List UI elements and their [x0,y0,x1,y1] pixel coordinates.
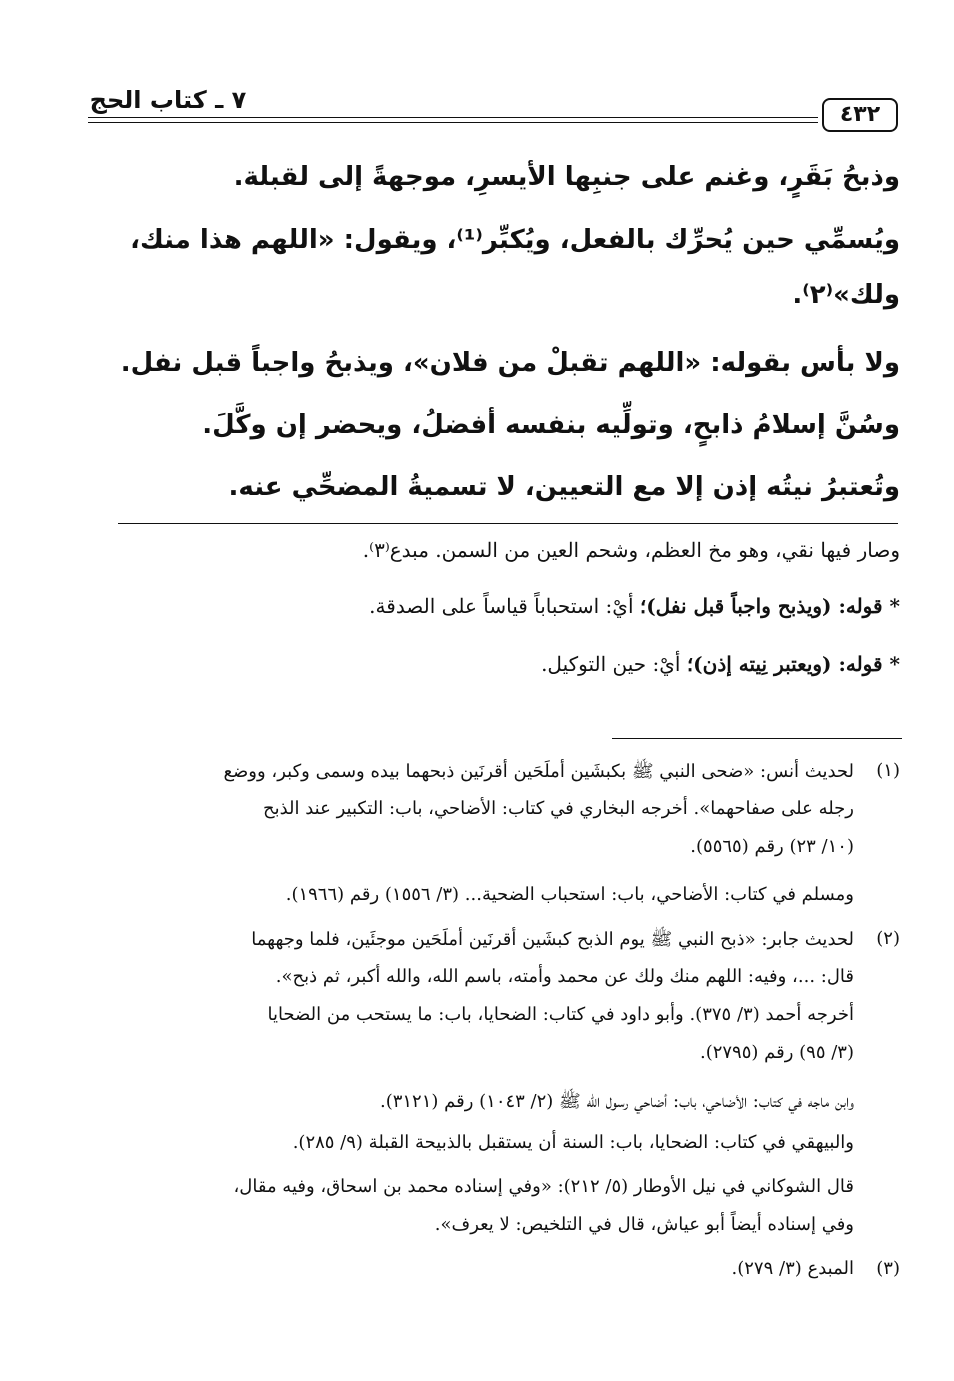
commentary-line: وصار فيها نقي، وهو مخ العظم، وشحم العين من السمن. مبدع⁽٣⁾. [362,538,900,562]
footnote-line: وابن ماجه في كتاب: الأضاحي، باب: أضاحي رسول الله ﷺ (٢/ ١٠٤٣) رقم (٣١٢١). [379,1091,854,1112]
footnote-line: وفي إسناده أيضاً أبو عياش، قال في التلخيص: لا يعرف». [434,1214,854,1235]
footnote-line: المبدع (٣/ ٢٧٩). [731,1258,854,1279]
header-rule [88,122,818,123]
main-line: ولا بأس بقوله: «اللهم تقبلْ من فلان»، ويذبحُ واجباً قبل نفل. [120,348,900,378]
commentary-item-label: * قوله: (ويذبح واجباً قبل نفل)؛ [639,594,900,618]
commentary-item-label: * قوله: (ويعتبر نِيته إذن)؛ [686,652,900,676]
footnote-line: لحديث أنس: «ضحى النبي ﷺ بكبشَين أملَحَين أقرنَين ذبحهما بيده وسمى وكبر، ووضع [223,761,854,782]
text-divider [118,523,898,524]
main-line: وذبحُ بَقَرٍ، وغنم على جنبِها الأيسرِ، موجهةً إلى لقبلة. [233,162,900,192]
commentary-item-text: أيْ: حين التوكيل. [541,652,681,676]
main-line: وتُعتبرُ نيتُه إذن إلا مع التعيين، لا تسميةُ المضحِّي عنه. [228,472,900,502]
footnote-line: (١٠/ ٢٣) رقم (٥٥٦٥). [690,836,854,857]
commentary-item-text: أيْ: استحباباً قياساً على الصدقة. [369,594,634,618]
page-number: ٤٣٢ [822,98,898,132]
footnote-line: أخرجه أحمد (٣/ ٣٧٥). وأبو داود في كتاب: الضحايا، باب: ما يستحب من الضحايا [267,1004,854,1025]
footnote-line: رجله على صفاحهما». أخرجه البخاري في كتاب: الأضاحي، باب: التكبير عند الذبح [262,798,854,819]
main-line: وسُنَّ إسلامُ ذابحٍ، وتولِّيه بنفسه أفضلُ، ويحضر إن وكَّلَ. [202,410,900,440]
footnote-number: (٣) [876,1258,900,1279]
footnote-line: قال: ...، وفيه: اللهم منك ولك عن محمد وأمته، باسم الله، والله أكبر، ثم ذبح». [275,966,854,987]
footnote-number: (١) [876,760,900,781]
footnote-rule [612,738,902,739]
footnote-line: قال الشوكاني في نيل الأوطار (٥/ ٢١٢): «وفي إسناده محمد بن اسحاق، وفيه مقال، [233,1176,854,1197]
chapter-title: ٧ ـ كتاب الحج [89,86,247,114]
footnote-line: ومسلم في كتاب: الأضاحي، باب: استحباب الضحية... (٣/ ١٥٥٦) رقم (١٩٦٦). [285,884,854,905]
main-line: ولك»⁽٢⁾. [792,280,900,310]
footnote-line: لحديث جابر: «ذبح النبي ﷺ يوم الذبح كبشَين أقرنَين أملَحَين موجئَين، فلما وجههما [251,929,854,950]
commentary-item [541,652,900,676]
footnote-number: (٢) [876,928,900,949]
header-rule [88,117,818,118]
main-line: ويُسمِّي حين يُحرِّك بالفعل، ويُكبِّر⁽¹⁾، ويقول: «اللهم هذا منك، [130,225,900,255]
footnote-line: (٣/ ٩٥) رقم (٢٧٩٥). [699,1042,854,1063]
commentary-item [369,594,900,618]
footnote-line: والبيهقي في كتاب: الضحايا، باب: السنة أن يستقبل بالذبيحة القبلة (٩/ ٢٨٥). [292,1132,854,1153]
